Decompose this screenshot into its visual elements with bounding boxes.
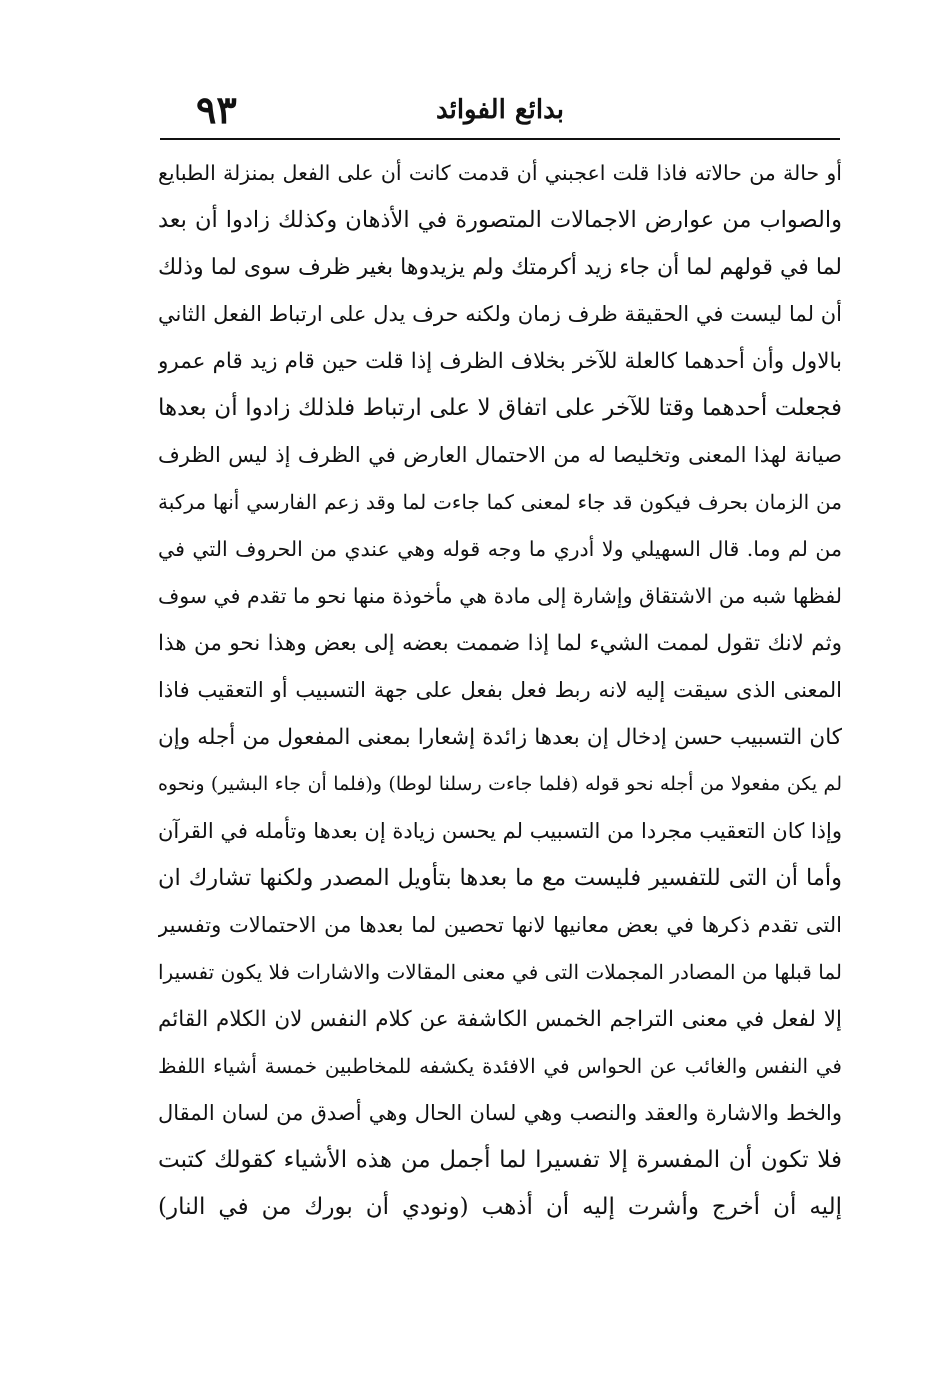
- running-title: بدائع الفوائد: [435, 95, 565, 125]
- text-line: صيانة لهذا المعنى وتخليصا له من الاحتمال العارض في الظرف إذ ليس الظرف: [158, 443, 842, 467]
- text-line: لم يكن مفعولا من أجله نحو قوله (فلما جاءت رسلنا لوطا) و(فلما أن جاء البشير) ونحوه: [158, 773, 842, 795]
- text-line: والخط والاشارة والعقد والنصب وهي لسان الحال وهي أصدق من لسان المقال: [158, 1101, 842, 1125]
- page-header: [160, 88, 840, 132]
- body-text: [158, 150, 842, 1231]
- text-line: وإذا كان التعقيب مجردا من التسبيب لم يحسن زيادة إن بعدها وتأمله في القرآن: [158, 819, 842, 843]
- text-line: التى تقدم ذكرها في بعض معانيها لانها تحصين لما بعدها من الاحتمالات وتفسير: [158, 913, 842, 937]
- text-line: كان التسبيب حسن إدخال إن بعدها زائدة إشعارا بمعنى المفعول من أجله وإن: [158, 725, 842, 750]
- text-line: وثم لانك تقول لممت الشيء لما إذا ضممت بعضه إلى بعض وهذا نحو من هذا: [158, 631, 842, 656]
- text-line: إلا لفعل في معنى التراجم الخمس الكاشفة عن كلام النفس لان الكلام القائم: [158, 1007, 842, 1032]
- text-line: والصواب من عوارض الاجمالات المتصورة في الأذهان وكذلك زادوا أن بعد: [158, 207, 842, 233]
- text-line: أن لما ليست في الحقيقة ظرف زمان ولكنه حرف يدل على ارتباط الفعل الثاني: [158, 302, 842, 326]
- text-line: بالاول وأن أحدهما كالعلة للآخر بخلاف الظرف إذا قلت حين قام زيد قام عمرو: [158, 349, 842, 374]
- text-line: من الزمان بحرف فيكون قد جاء لمعنى كما جاءت لما وقد زعم الفارسي أنها مركبة: [158, 490, 842, 514]
- text-line: في النفس والغائب عن الحواس في الافئدة يكشفه للمخاطبين خمسة أشياء اللفظ: [158, 1054, 842, 1078]
- text-line: لما في قولهم لما أن جاء زيد أكرمتك ولم يزيدوها بغير ظرف سوى لما وذلك: [158, 255, 842, 280]
- text-line: فلا تكون أن المفسرة إلا تفسيرا لما أجمل من هذه الأشياء كقولك كتبت: [158, 1147, 842, 1173]
- header-rule: [160, 138, 840, 140]
- text-line: إليه أن أخرج وأشرت إليه أن أذهب (ونودي أن بورك من في النار): [158, 1194, 842, 1220]
- text-line: لفظها شبه من الاشتقاق وإشارة إلى مادة هي مأخوذة منها نحو ما تقدم في سوف: [158, 584, 842, 608]
- text-line: أو حالة من حالاته فاذا قلت اعجبني أن قدمت كانت أن على الفعل بمنزلة الطبايع: [158, 161, 842, 185]
- text-line: من لم وما. قال السهيلي ولا أدري ما وجه قوله وهي عندي من الحروف التي في: [158, 537, 842, 561]
- page-number: ٩٣: [196, 87, 237, 132]
- text-line: وأما أن التى للتفسير فليست مع ما بعدها بتأويل المصدر ولكنها تشارك ان: [158, 865, 842, 891]
- text-line: لما قبلها من المصادر المجملات التى في معنى المقالات والاشارات فلا يكون تفسيرا: [158, 960, 842, 984]
- text-line: فجعلت أحدهما وقتا للآخر على اتفاق لا على ارتباط فلذلك زادوا أن بعدها: [158, 395, 842, 421]
- text-line: المعنى الذى سيقت إليه لانه ربط فعل بفعل على جهة التسبيب أو التعقيب فاذا: [158, 678, 842, 702]
